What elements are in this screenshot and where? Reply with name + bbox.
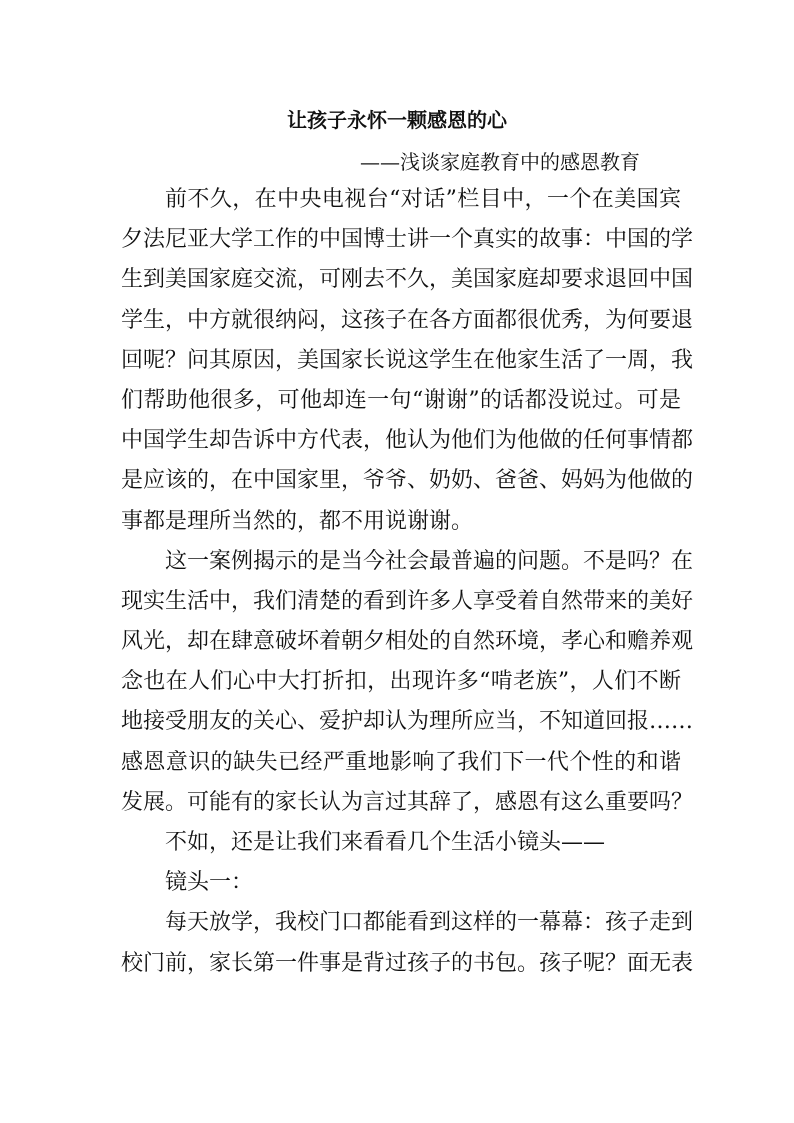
body-line: 镜头一： <box>165 870 254 896</box>
body-line: 感恩意识的缺失已经严重地影响了我们下一代个性的和谐 <box>121 749 681 775</box>
document-subtitle: ——浅谈家庭教育中的感恩教育 <box>360 150 640 174</box>
body-line: 生到美国家庭交流，可刚去不久，美国家庭却要求退回中国 <box>121 267 694 293</box>
body-line: 念也在人们心中大打折扣，出现许多“啃老族”，人们不断 <box>121 669 681 695</box>
body-line: 风光，却在肆意破坏着朝夕相处的自然环境，孝心和赡养观 <box>121 629 694 655</box>
body-line: 地接受朋友的关心、爱护却认为理所应当，不知道回报…… <box>121 709 694 735</box>
body-line: 前不久，在中央电视台“对话”栏目中，一个在美国宾 <box>165 187 681 212</box>
body-line: 不如，还是让我们来看看几个生活小镜头—— <box>165 830 606 855</box>
body-line: 发展。可能有的家长认为言过其辞了，感恩有这么重要吗？ <box>121 789 694 815</box>
body-line: 学生，中方就很纳闷，这孩子在各方面都很优秀，为何要退 <box>121 307 694 333</box>
document-title: 让孩子永怀一颗感恩的心 <box>287 108 507 132</box>
body-line: 夕法尼亚大学工作的中国博士讲一个真实的故事：中国的学 <box>121 227 694 253</box>
body-line: 中国学生却告诉中方代表，他认为他们为他做的任何事情都 <box>121 428 694 454</box>
body-line: 每天放学，我校门口都能看到这样的一幕幕：孩子走到 <box>165 910 694 936</box>
body-line: 们帮助他很多，可他却连一句“谢谢”的话都没说过。可是 <box>121 387 681 413</box>
document-body <box>121 180 694 984</box>
body-line: 是应该的，在中国家里，爷爷、奶奶、爸爸、妈妈为他做的 <box>121 468 694 494</box>
body-line: 这一案例揭示的是当今社会最普遍的问题。不是吗？在 <box>165 548 694 574</box>
body-line: 事都是理所当然的，都不用说谢谢。 <box>121 508 474 534</box>
body-line: 校门前，家长第一件事是背过孩子的书包。孩子呢？面无表 <box>121 950 694 976</box>
body-line: 现实生活中，我们清楚的看到许多人享受着自然带来的美好 <box>121 588 694 614</box>
body-line: 回呢？问其原因，美国家长说这学生在他家生活了一周，我 <box>121 347 694 373</box>
